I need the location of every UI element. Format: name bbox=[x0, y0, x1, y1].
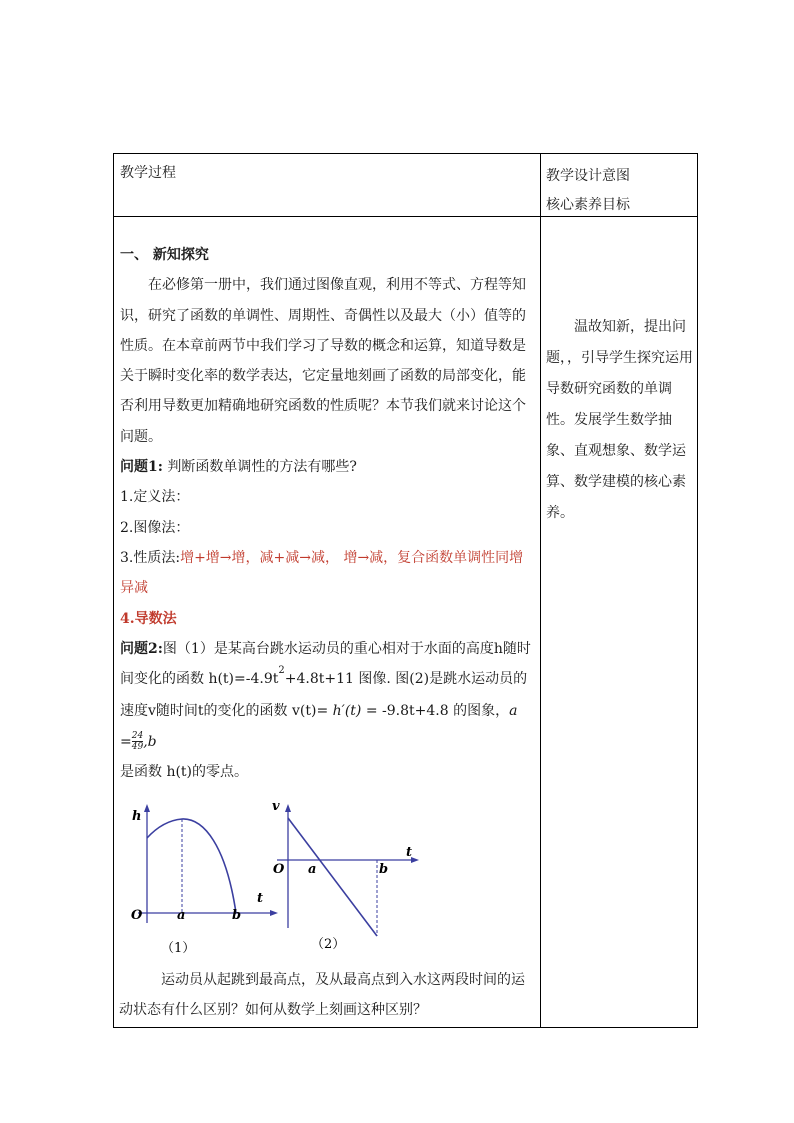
fig1-caption: （1） bbox=[161, 941, 196, 956]
question-1 bbox=[120, 452, 532, 482]
method-graph: 2.图像法： bbox=[120, 519, 190, 536]
fig2-y-label: v bbox=[272, 799, 280, 814]
fig2-a-label: a bbox=[308, 862, 317, 877]
question-2-text-c: -9.8t+4.8 的图象， bbox=[382, 703, 510, 720]
question-1-text: 判断函数单调性的方法有哪些? bbox=[162, 459, 357, 476]
fig2-y-arrow bbox=[285, 804, 291, 812]
question-2-label: 问题2: bbox=[120, 640, 163, 657]
column-divider bbox=[540, 154, 541, 1027]
fig1-origin-label: O bbox=[131, 908, 143, 923]
fig1-a-label: a bbox=[177, 908, 186, 923]
fig2-x-label: t bbox=[406, 845, 413, 860]
header-design-intent bbox=[546, 162, 630, 220]
method-property-rules: 增+增→增，减+减→减， 增→减，复合函数单调性同增异减 bbox=[120, 549, 524, 597]
question-2-text-a: 图（1）是某高台跳水运动员的重心相对于水面的高度h随时间变化的函数 h(t)=-4.9t bbox=[120, 640, 531, 688]
question-2-text-b: +4.8t+11 图像. 图(2)是跳水运动员的速度v随时间t的变化的函数 v(t)= bbox=[120, 671, 528, 720]
exponent: 2 bbox=[278, 665, 285, 677]
a-equals: a = bbox=[120, 703, 518, 750]
fraction-numerator: 24 bbox=[131, 731, 144, 742]
question-2 bbox=[120, 634, 532, 757]
side-note: 温故知新，提出问题，，引导学生探究运用导数研究函数的单调性。发展学生数学抽象、直观想象、数学运算、数学建模的核心素养。 bbox=[546, 319, 693, 521]
fig1-height-curve bbox=[147, 819, 236, 913]
method-property bbox=[120, 543, 532, 604]
question-2-conclusion: 是函数 h(t)的零点。 bbox=[120, 764, 249, 781]
method-definition: 1.定义法： bbox=[120, 489, 190, 506]
fig1-x-label: t bbox=[257, 891, 264, 906]
method-derivative: 4.导数法 bbox=[120, 610, 177, 627]
fig2-b-label: b bbox=[379, 862, 389, 877]
b-variable: ,b bbox=[143, 733, 157, 750]
figure-1-height-graph bbox=[118, 798, 283, 960]
design-intent-content bbox=[546, 312, 696, 529]
intro-paragraph: 在必修第一册中，我们通过图像直观，利用不等式、方程等知识，研究了函数的单调性、周期性、奇偶性以及最大（小）值等的性质。在本章前两节中我们学习了导数的概念和运算，知道导数是关于瞬时变化率的数学表达，它定量地刻画了函数的局部变化，能否利用导数更加精确地研究函数的性质呢？本节我们就来讨论这个问题。 bbox=[120, 277, 526, 445]
fig2-caption: （2） bbox=[311, 937, 346, 952]
closing-paragraph: 运动员从起跳到最高点，及从最高点到入水这两段时间的运动状态有什么区别？如何从数学上刻画这种区别？ bbox=[119, 972, 525, 1019]
fig1-y-label: h bbox=[132, 809, 142, 824]
header-teaching-process: 教学过程 bbox=[120, 165, 176, 181]
method-property-label: 3.性质法: bbox=[120, 549, 181, 566]
teaching-process-content bbox=[120, 240, 532, 787]
derivative-expression: h′(t) = bbox=[332, 703, 383, 720]
header-design-intent-line2: 核心素养目标 bbox=[546, 197, 630, 213]
fig1-b-label: b bbox=[232, 908, 242, 923]
question-1-label: 问题1: bbox=[120, 459, 163, 476]
header-design-intent-line1: 教学设计意图 bbox=[546, 168, 630, 184]
figure-2-velocity-graph bbox=[268, 798, 428, 958]
fraction bbox=[132, 731, 143, 752]
fig2-velocity-line bbox=[288, 818, 377, 936]
section-heading: 一、 新知探究 bbox=[120, 247, 209, 263]
fraction-denominator: 49 bbox=[131, 742, 144, 753]
fig2-origin-label: O bbox=[273, 862, 285, 877]
fig1-y-arrow bbox=[144, 804, 150, 812]
fig2-x-arrow bbox=[411, 857, 419, 863]
